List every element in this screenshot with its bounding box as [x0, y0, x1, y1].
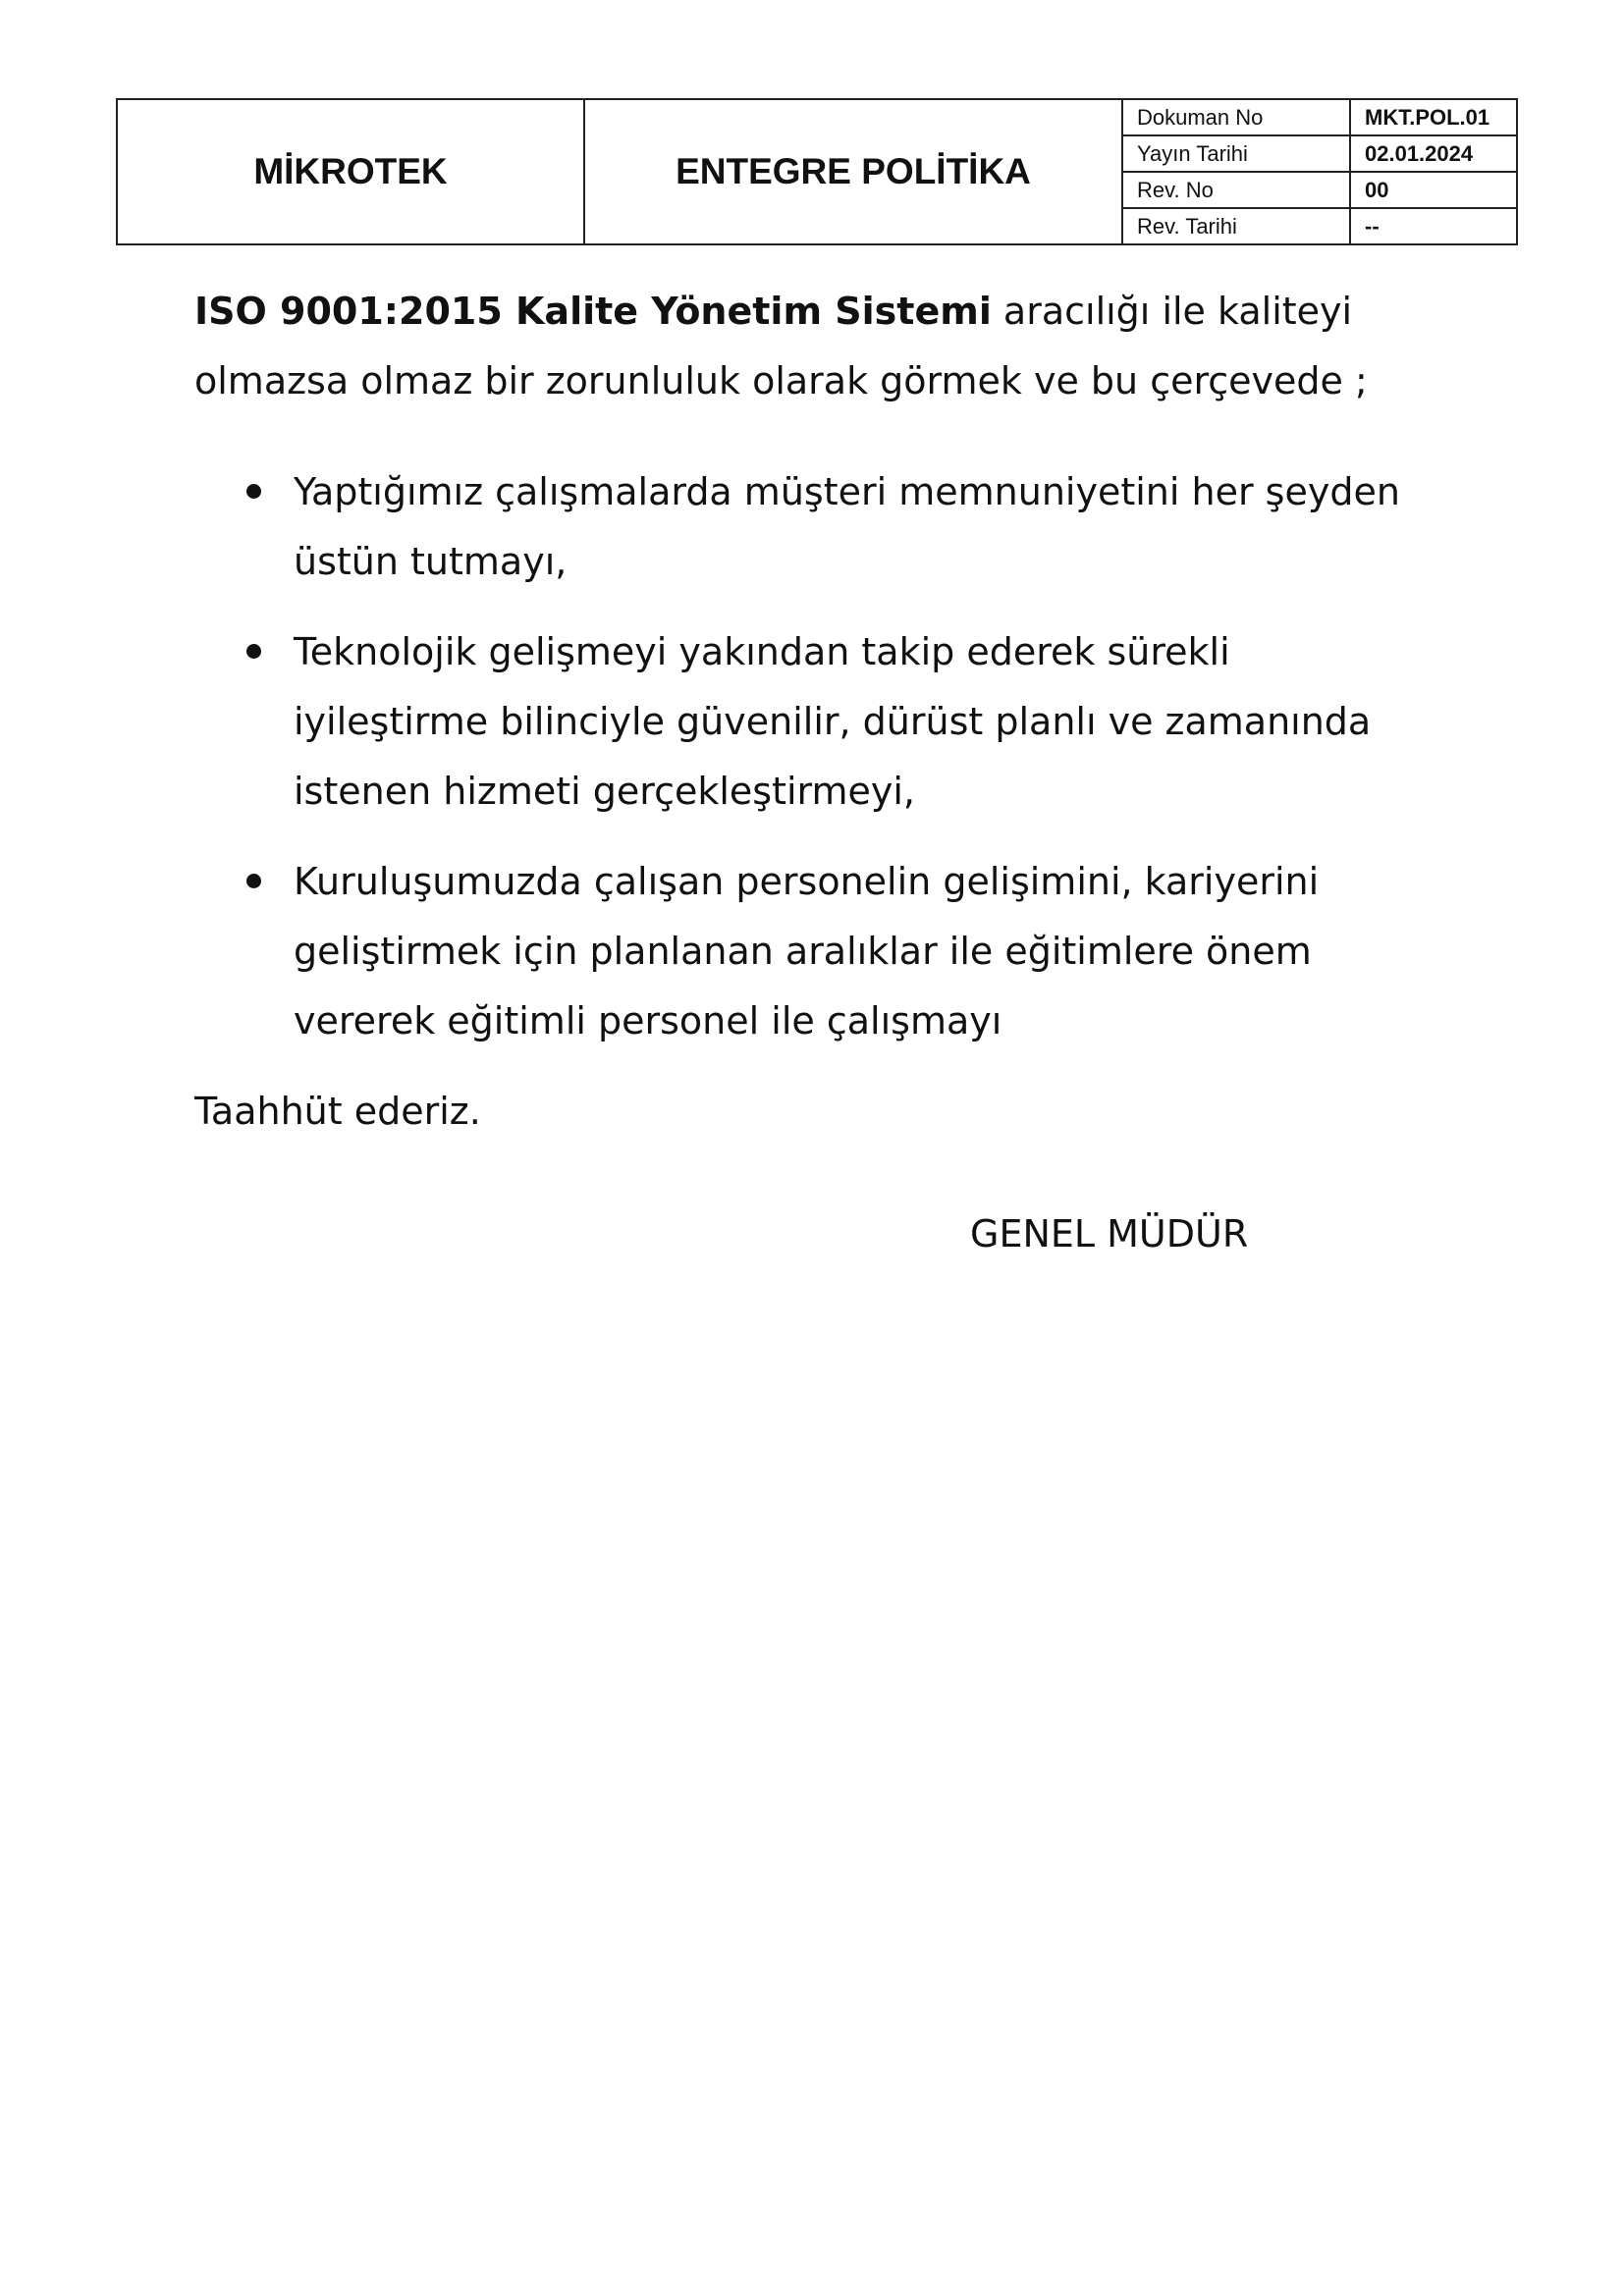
intro-text: aracılığı ile kaliteyi olmazsa olmaz bir zorunluluk olarak görmek ve bu çerçevede ; — [194, 290, 1368, 402]
meta-value-rev-no: 00 — [1350, 172, 1516, 208]
intro-standard-name: ISO 9001:2015 Kalite Yönetim Sistemi — [194, 290, 992, 333]
closing-statement: Taahhüt ederiz. — [194, 1090, 481, 1133]
list-item — [194, 847, 1432, 1056]
document-meta — [1122, 99, 1517, 244]
meta-label-document-no: Dokuman No — [1123, 100, 1350, 135]
meta-label-rev-no: Rev. No — [1123, 172, 1350, 208]
document-header — [116, 98, 1518, 245]
policy-content — [194, 277, 1432, 1147]
document-title: ENTEGRE POLİTİKA — [584, 99, 1122, 244]
bullet-icon — [246, 874, 261, 888]
meta-value-rev-date: -- — [1365, 213, 1380, 239]
meta-label-publish-date: Yayın Tarihi — [1123, 135, 1350, 172]
bullet-icon — [246, 644, 261, 659]
meta-row — [1123, 172, 1516, 208]
list-item — [194, 617, 1432, 827]
meta-value-document-no: MKT.POL.01 — [1350, 100, 1516, 135]
list-item-text: Kuruluşumuzda çalışan personelin gelişimini, kariyerini geliştirmek için planlanan aralıklar ile eğitimlere önem vererek eğitimli personel ile çalışmayı — [294, 860, 1320, 1042]
signature-title: GENEL MÜDÜR — [970, 1212, 1249, 1255]
company-name: MİKROTEK — [117, 99, 584, 244]
intro-paragraph — [194, 277, 1432, 416]
bullet-icon — [246, 484, 261, 499]
commitment-list — [194, 457, 1432, 1056]
list-item-text: Yaptığımız çalışmalarda müşteri memnuniyetini her şeyden üstün tutmayı, — [294, 470, 1400, 583]
meta-value-publish-date: 02.01.2024 — [1350, 135, 1516, 172]
meta-label-rev-date: Rev. Tarihi — [1123, 208, 1350, 243]
meta-row — [1123, 135, 1516, 172]
list-item-text: Teknolojik gelişmeyi yakından takip ederek sürekli iyileştirme bilinciyle güvenilir, dürüst planlı ve zamanında istenen hizmeti gerçekleştirmeyi, — [294, 630, 1372, 813]
meta-row — [1123, 208, 1516, 243]
list-item — [194, 457, 1432, 597]
meta-row — [1123, 100, 1516, 135]
